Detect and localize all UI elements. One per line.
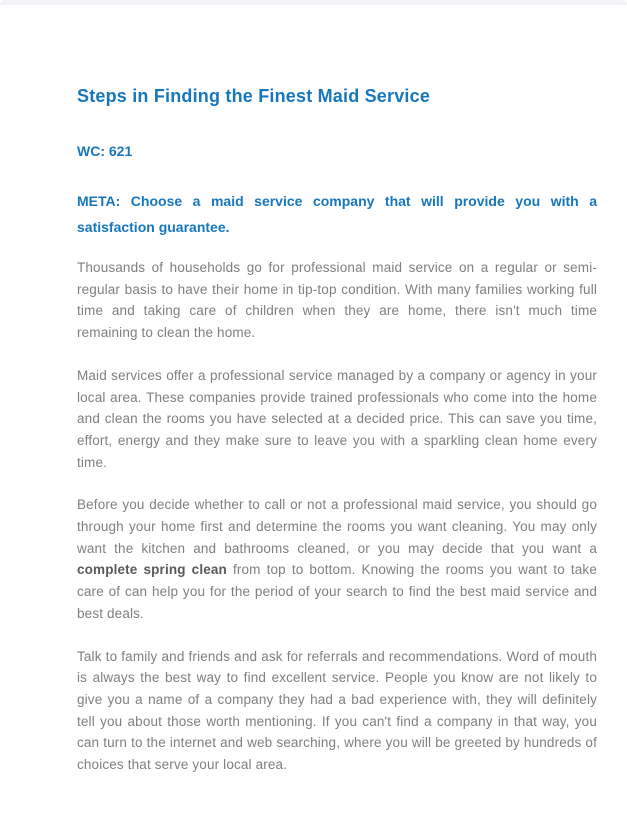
text-segment: Before you decide whether to call or not a professional maid service, you should go through your home first and determine the rooms you want cleaning. You may only want the kitchen and bathrooms cleaned, or you may decide that you want a [77,497,597,556]
document-title: Steps in Finding the Finest Maid Service [77,86,431,106]
text-segment: Maid services offer a professional service managed by a company or agency in your local area. These companies provide trained professionals who come into the home and clean the rooms you have selected at a decided price. This can save you time, effort, energy and they make sure to leave you with a sparkling clean home every time. [77,367,597,470]
paragraph [77,494,597,624]
paragraph [77,646,597,776]
text-segment: Thousands of households go for professional maid service on a regular or semi-regular basis to have their home in tip-top condition. With many families working full time and taking care of children when they are home, there isn't much time remaining to clean the home. [77,260,597,341]
document-content [77,84,597,776]
window-top-edge [0,0,627,5]
word-count-label: WC: 621 [77,143,133,159]
paragraph [77,365,597,474]
text-segment: Talk to family and friends and ask for referrals and recommendations. Word of mouth is always the best way to find excellent service. People you know are not likely to give you a name of a company they had a bad experience with, they will definitely tell you about those worth mentioning. If you can't find a company in that way, you can turn to the internet and web searching, where you will be greeted by hundreds of choices that serve your local area. [77,648,597,773]
meta-description: META: Choose a maid service company that will provide you with a satisfaction guarantee. [77,193,597,235]
paragraph [77,257,597,344]
text-segment: from top to bottom. Knowing the rooms you want to take care of can help you for the period of your search to find the best maid service and best deals. [77,562,597,621]
bold-text-segment: complete spring clean [77,562,227,578]
body-paragraphs [77,257,597,776]
